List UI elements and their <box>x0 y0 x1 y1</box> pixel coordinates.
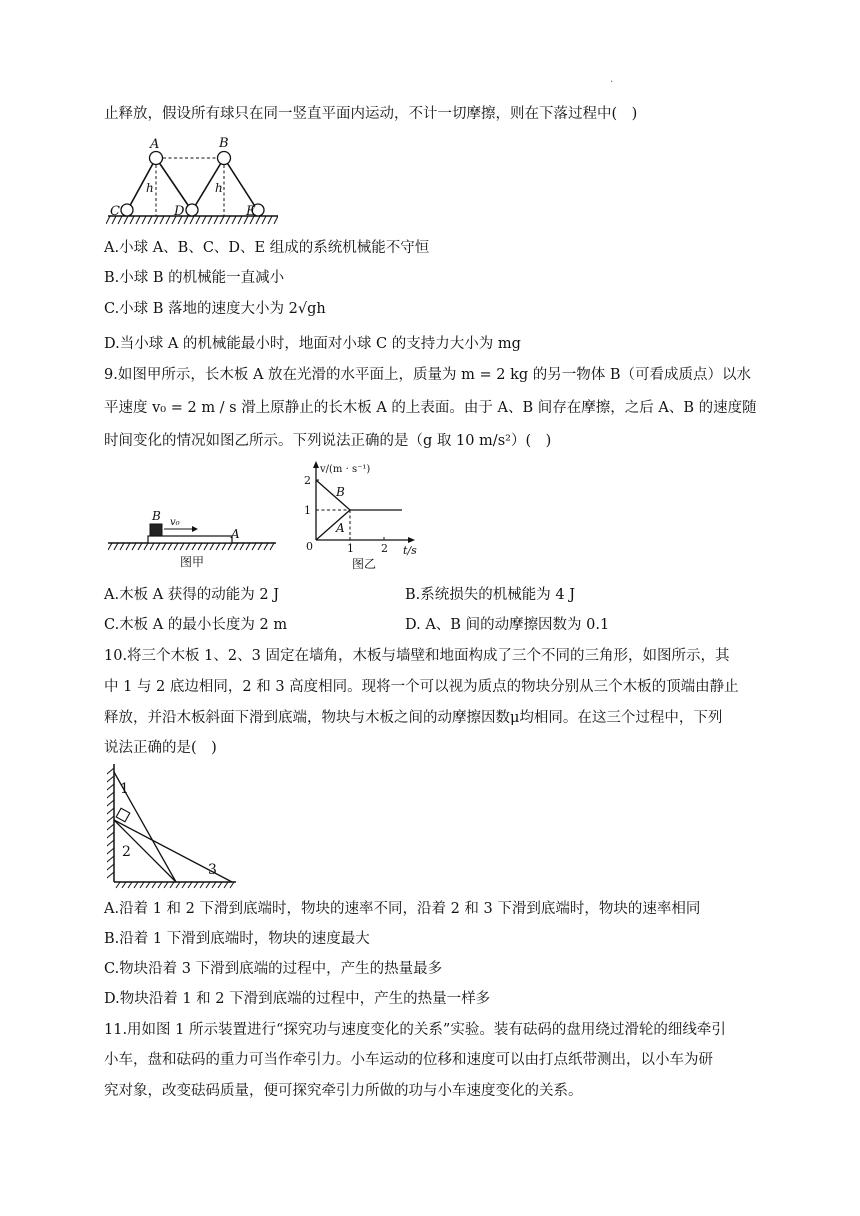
q11-stem-line-2: 小车，盘和砝码的重力可当作牵引力。小车运动的位移和速度可以由打点纸带测出，以小车为研 <box>104 1052 713 1068</box>
q9-right-label-b: B <box>336 485 345 499</box>
q8-label-a: A <box>150 137 160 152</box>
q8-option-b: B.小球 B 的机械能一直减小 <box>104 270 285 286</box>
q9-right-ylabel: v/(m · s⁻¹) <box>320 464 371 475</box>
q9-stem-line-2: 平速度 v₀ = 2 m / s 滑上原静止的长木板 A 的上表面。由于 A、B 间存在摩擦，之后 A、B 的速度随 <box>104 400 757 416</box>
q10-figure <box>104 760 242 890</box>
q8-label-d: D <box>174 204 185 219</box>
q8-option-d: D.当小球 A 的机械能最小时，地面对小球 C 的支持力大小为 mg <box>104 336 521 352</box>
q9-option-b: B.系统损失的机械能为 4 J <box>405 587 576 603</box>
q8-label-e: E <box>246 204 256 219</box>
q9-stem-line-3: 时间变化的情况如图乙所示。下列说法正确的是（g 取 10 m/s²）( ) <box>104 433 552 449</box>
q9-left-caption: 图甲 <box>180 555 205 569</box>
q10-stem-line-1: 10.将三个木板 1、2、3 固定在墙角，木板与墙壁和地面构成了三个不同的三角形，如图所示，其 <box>104 648 730 664</box>
q9-option-a: A.木板 A 获得的动能为 2 J <box>104 587 280 603</box>
q9-left-label-a: A <box>231 527 240 541</box>
q10-option-a: A.沿着 1 和 2 下滑到底端时，物块的速率不同，沿着 2 和 3 下滑到底端时，物块的速率相同 <box>104 901 701 917</box>
q11-stem-line-1: 11.用如图 1 所示装置进行“探究功与速度变化的关系”实验。装有砝码的盘用绕过滑轮的细线牵引 <box>104 1022 726 1038</box>
q11-stem-line-3: 究对象，改变砝码质量，便可探究牵引力所做的功与小车速度变化的关系。 <box>104 1083 583 1099</box>
q8-option-c: C.小球 B 落地的速度大小为 2√gh <box>104 301 326 317</box>
q9-right-xtick-2: 2 <box>381 542 388 555</box>
q8-stem: 止释放，假设所有球只在同一竖直平面内运动，不计一切摩擦，则在下落过程中( ) <box>104 106 638 122</box>
q9-right-caption: 图乙 <box>352 557 377 571</box>
q8-option-a: A.小球 A、B、C、D、E 组成的系统机械能不守恒 <box>104 240 430 256</box>
q10-label-2: 2 <box>122 844 131 860</box>
q10-option-c: C.物块沿着 3 下滑到底端的过程中，产生的热量最多 <box>104 961 443 977</box>
q10-option-d: D.物块沿着 1 和 2 下滑到底端的过程中，产生的热量一样多 <box>104 991 491 1007</box>
q8-label-h2: h <box>215 181 223 195</box>
page-dot: . <box>610 74 614 85</box>
q9-right-xlabel: t/s <box>403 544 417 557</box>
q9-right-ytick-0: 0 <box>306 540 313 553</box>
q8-figure <box>106 134 278 226</box>
q10-stem-line-2: 中 1 与 2 底边相同，2 和 3 高度相同。现将一个可以视为质点的物块分别从三个木板的顶端由静止 <box>104 679 739 695</box>
q9-right-ytick-1: 1 <box>304 504 311 517</box>
q9-left-label-b: B <box>152 509 161 523</box>
q9-option-d: D. A、B 间的动摩擦因数为 0.1 <box>405 617 610 633</box>
q9-right-ytick-2: 2 <box>304 474 311 487</box>
q9-left-label-v0: v₀ <box>170 517 180 528</box>
q10-label-3: 3 <box>208 862 217 878</box>
q8-label-b: B <box>219 136 229 151</box>
q9-option-c: C.木板 A 的最小长度为 2 m <box>104 617 288 633</box>
q8-label-c: C <box>110 204 120 219</box>
q8-label-h1: h <box>146 181 154 195</box>
q9-figure-left <box>108 500 278 572</box>
q10-option-b: B.沿着 1 下滑到底端时，物块的速度最大 <box>104 931 370 947</box>
q9-right-label-a: A <box>336 521 345 535</box>
q10-stem-line-3: 释放，并沿木板斜面下滑到底端，物块与木板之间的动摩擦因数μ均相同。在这三个过程中，下列 <box>104 710 723 726</box>
q10-label-1: 1 <box>120 781 129 797</box>
q9-stem-line-1: 9.如图甲所示，长木板 A 放在光滑的水平面上，质量为 m = 2 kg 的另一物体 B（可看成质点）以水 <box>104 367 752 383</box>
q10-stem-line-4: 说法正确的是( ) <box>104 740 217 756</box>
q9-figure-right <box>298 460 422 572</box>
q9-right-xtick-1: 1 <box>347 542 354 555</box>
